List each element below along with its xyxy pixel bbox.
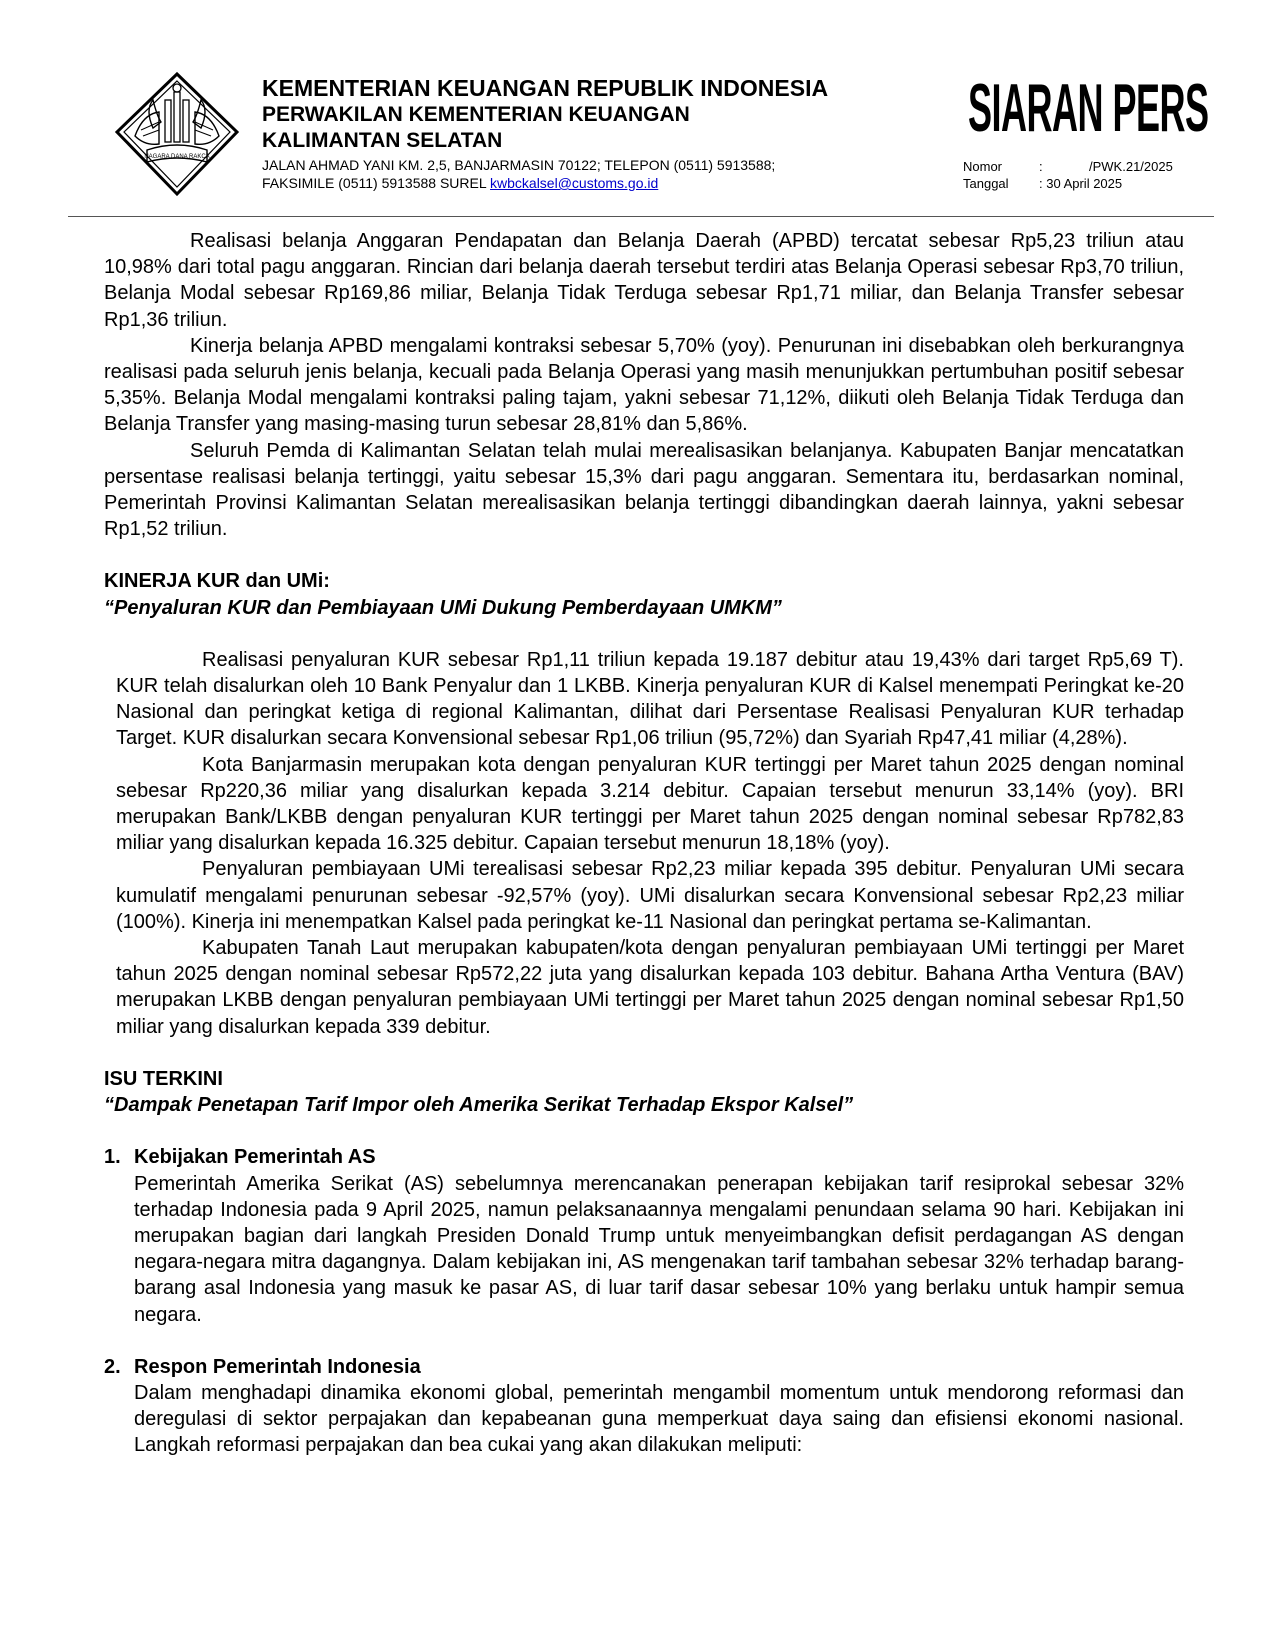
isu-heading: ISU TERKINI [104,1067,223,1090]
list-item-body: Dalam menghadapi dinamika ekonomi global, pemerintah mengambil momentum untuk mendorong reformasi dan deregulasi di sektor perpajakan dan kepabeanan guna memperkuat daya saing dan efisiensi ekonomi nasional. Langkah reformasi perpajakan dan bea cukai yang akan dilakukan meliputi: [134,1381,1184,1457]
header-divider [68,216,1214,217]
kur-subheading: “Penyaluran KUR dan Pembiayaan UMi Dukung Pemberdayaan UMKM” [104,596,782,619]
list-item-body: Pemerintah Amerika Serikat (AS) sebelumnya merencanakan penerapan kebijakan tarif resiprokal sebesar 32% terhadap Indonesia pada 9 April 2025, namun pelaksanaannya mengalami penundaan selama 90 hari. Kebijakan ini merupakan bagian dari langkah Presiden Donald Trump untuk menyeimbangkan defisit perdagangan AS dengan negara-negara mitra dagangnya. Dalam kebijakan ini, AS mengenakan tarif tambahan sebesar 32% terhadap barang-barang asal Indonesia yang masuk ke pasar AS, di luar tarif dasar sebesar 10% yang berlaku untuk hampir semua negara. [134,1172,1184,1326]
document-body [104,228,1184,1459]
list-item-title: Respon Pemerintah Indonesia [134,1355,421,1378]
office-name: PERWAKILAN KEMENTERIAN KEUANGAN [262,103,690,126]
region-name: KALIMANTAN SELATAN [262,129,503,152]
list-item [104,1354,1184,1459]
apbd-paragraph-1: Realisasi belanja Anggaran Pendapatan dan Belanja Daerah (APBD) tercatat sebesar Rp5,23 triliun atau 10,98% dari total pagu anggaran. Rincian dari belanja daerah tersebut terdiri atas Belanja Operasi sebesar Rp3,70 triliun, Belanja Modal sebesar Rp169,86 miliar, Belanja Tidak Terduga sebesar Rp1,71 miliar, dan Belanja Transfer sebesar Rp1,36 triliun. [104,230,1184,331]
press-release-title: SIARAN PERS [968,70,1209,146]
nomor-row [963,158,1193,175]
kur-paragraph-2: Kota Banjarmasin merupakan kota dengan penyaluran KUR tertinggi per Maret tahun 2025 dengan nominal sebesar Rp220,36 miliar yang disalurkan kepada 3.214 debitur. Capaian tersebut menurun 33,14% (yoy). BRI merupakan Bank/LKBB dengan penyaluran KUR tertinggi per Maret tahun 2025 dengan nominal sebesar Rp782,83 miliar yang disalurkan kepada 16.325 debitur. Capaian tersebut menurun 18,18% (yoy). [116,753,1184,855]
isu-subheading: “Dampak Penetapan Tarif Impor oleh Amerika Serikat Terhadap Ekspor Kalsel” [104,1094,854,1117]
list-item [104,1144,1184,1327]
apbd-paragraph-3: Seluruh Pemda di Kalimantan Selatan telah mulai merealisasikan belanjanya. Kabupaten Banjar mencatatkan persentase realisasi belanja tertinggi, yaitu sebesar 15,3% dari pagu anggaran. Sementara itu, berdasarkan nominal, Pemerintah Provinsi Kalimantan Selatan merealisasikan belanja tertinggi dibandingkan daerah lainnya, yakni sebesar Rp1,52 triliun. [104,439,1184,541]
tanggal-label: Tanggal [963,176,1009,191]
document-meta [963,158,1193,192]
tanggal-row [963,175,1193,192]
list-item-title: Kebijakan Pemerintah AS [134,1146,376,1169]
address-line-2 [262,174,828,192]
letterhead [0,0,1275,222]
email-link[interactable]: kwbckalsel@customs.go.id [490,175,659,191]
nomor-colon: : [1039,159,1043,174]
address-line-1: JALAN AHMAD YANI KM. 2,5, BANJARMASIN 70122; TELEPON (0511) 5913588; [262,157,776,173]
kur-paragraph-3: Penyaluran pembiayaan UMi terealisasi sebesar Rp2,23 miliar kepada 395 debitur. Penyaluran UMi secara kumulatif mengalami penurunan sebesar -92,57% (yoy). UMi disalurkan secara Konvensional sebesar Rp2,23 miliar (100%). Kinerja ini menempatkan Kalsel pada peringkat ke-11 Nasional dan peringkat pertama se-Kalimantan. [116,858,1184,933]
kur-paragraph-1: Realisasi penyaluran KUR sebesar Rp1,11 triliun kepada 19.187 debitur atau 19,43% dari target Rp5,69 T). KUR telah disalurkan oleh 10 Bank Penyalur dan 1 LKBB. Kinerja penyaluran KUR di Kalsel menempati Peringkat ke-20 Nasional dan peringkat ketiga di regional Kalimantan, dilihat dari Persentase Realisasi Penyaluran KUR terhadap Target. KUR disalurkan secara Konvensional sebesar Rp1,06 triliun (95,72%) dan Syariah Rp47,41 miliar (4,28%). [116,648,1184,750]
apbd-paragraph-2: Kinerja belanja APBD mengalami kontraksi sebesar 5,70% (yoy). Penurunan ini disebabkan oleh berkurangnya realisasi pada seluruh jenis belanja, kecuali pada Belanja Operasi yang masih menunjukkan pertumbuhan positif sebesar 5,35%. Belanja Modal mengalami kontraksi paling tajam, yakni sebesar 71,12%, diikuti oleh Belanja Tidak Terduga dan Belanja Transfer yang masing-masing turun sebesar 28,81% dan 5,86%. [104,334,1184,436]
fax-text: FAKSIMILE (0511) 5913588 SUREL [262,175,491,191]
list-number: 2. [104,1355,121,1378]
list-number: 1. [104,1146,121,1169]
nomor-value: /PWK.21/2025 [1089,159,1173,174]
kur-paragraph-4: Kabupaten Tanah Laut merupakan kabupaten/kota dengan penyaluran pembiayaan UMi tertinggi per Maret tahun 2025 dengan nominal sebesar Rp572,22 juta yang disalurkan kepada 103 debitur. Bahana Artha Ventura (BAV) merupakan LKBB dengan penyaluran pembiayaan UMi tertinggi per Maret tahun 2025 dengan nominal sebesar Rp1,50 miliar yang disalurkan kepada 339 debitur. [116,937,1184,1038]
ministry-name: KEMENTERIAN KEUANGAN REPUBLIK INDONESIA [262,75,829,101]
ministry-emblem-icon [113,70,241,198]
tanggal-value: : 30 April 2025 [1039,176,1123,191]
address [262,156,828,192]
nomor-label: Nomor [963,159,1003,174]
kur-heading: KINERJA KUR dan UMi: [104,570,330,593]
svg-text:NAGARA DANA RAKCA: NAGARA DANA RAKCA [144,154,210,160]
organization-block [262,74,828,192]
